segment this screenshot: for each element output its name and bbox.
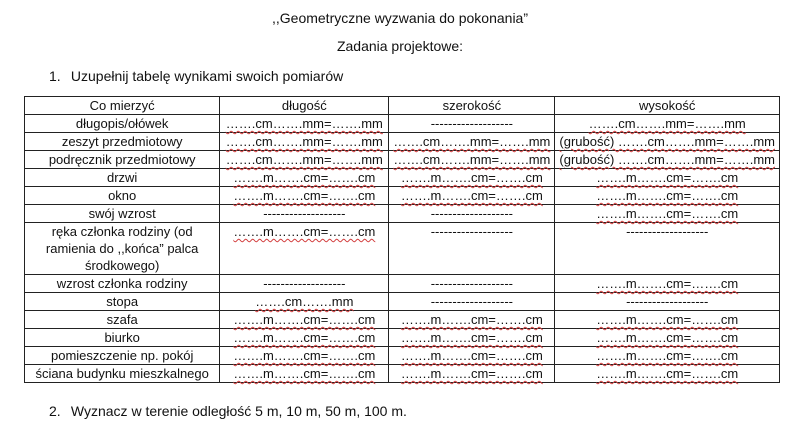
table-row xyxy=(25,311,780,329)
document-subtitle: Zadania projektowe: xyxy=(336,38,464,54)
table-row xyxy=(25,347,780,365)
row-item: ściana budynku mieszkalnego xyxy=(25,365,220,383)
length-cell[interactable]: …….m…….cm=…….cm xyxy=(220,169,389,187)
row-item: drzwi xyxy=(25,169,220,187)
row-item: biurko xyxy=(25,329,220,347)
length-cell[interactable]: …….cm…….mm=…….mm xyxy=(220,151,389,169)
length-cell[interactable]: …….m…….cm=…….cm xyxy=(220,347,389,365)
table-row xyxy=(25,187,780,205)
task-2 xyxy=(49,403,407,419)
length-cell: ------------------- xyxy=(220,205,389,223)
width-cell[interactable]: …….m…….cm=…….cm xyxy=(389,187,555,205)
height-cell: ------------------- xyxy=(555,223,780,275)
task-2-text: Wyznacz w terenie odległość 5 m, 10 m, 50 m, 100 m. xyxy=(70,403,407,419)
height-cell[interactable]: …….m…….cm=…….cm xyxy=(555,347,780,365)
task-1-text: Uzupełnij tabelę wynikami swoich pomiarów xyxy=(70,68,344,84)
table-row xyxy=(25,205,780,223)
length-cell: ------------------- xyxy=(220,275,389,293)
height-cell[interactable]: (grubość) …….cm…….mm=…….mm xyxy=(555,151,780,169)
row-item: swój wzrost xyxy=(25,205,220,223)
length-cell[interactable]: …….m…….cm=…….cm xyxy=(220,311,389,329)
height-cell: ------------------- xyxy=(555,293,780,311)
header-width: szerokość xyxy=(389,97,555,115)
measurement-table xyxy=(24,96,780,383)
table-row xyxy=(25,293,780,311)
width-cell[interactable]: …….m…….cm=…….cm xyxy=(389,329,555,347)
task-1-number: 1. xyxy=(49,68,61,84)
length-cell[interactable]: …….cm…….mm=…….mm xyxy=(220,115,389,133)
table-row xyxy=(25,365,780,383)
table-row xyxy=(25,115,780,133)
header-height: wysokość xyxy=(555,97,780,115)
width-cell[interactable]: …….cm…….mm=…….mm xyxy=(389,133,555,151)
height-cell[interactable]: …….cm…….mm=…….mm xyxy=(555,115,780,133)
table-row xyxy=(25,169,780,187)
header-what-to-measure: Co mierzyć xyxy=(25,97,220,115)
height-cell[interactable]: …….m…….cm=…….cm xyxy=(555,187,780,205)
row-item: długopis/ołówek xyxy=(25,115,220,133)
document-title: ,,Geometryczne wyzwania do pokonania” xyxy=(271,10,529,26)
height-cell[interactable]: …….m…….cm=…….cm xyxy=(555,275,780,293)
height-cell[interactable]: (grubość) …….cm…….mm=…….mm xyxy=(555,133,780,151)
row-item: okno xyxy=(25,187,220,205)
header-length: długość xyxy=(220,97,389,115)
width-cell[interactable]: …….m…….cm=…….cm xyxy=(389,169,555,187)
length-cell[interactable]: …….m…….cm=…….cm xyxy=(220,187,389,205)
width-cell: ------------------- xyxy=(389,205,555,223)
row-item: zeszyt przedmiotowy xyxy=(25,133,220,151)
width-cell[interactable]: …….m…….cm=…….cm xyxy=(389,365,555,383)
width-cell: ------------------- xyxy=(389,115,555,133)
table-row xyxy=(25,223,780,275)
length-cell[interactable]: …….cm…….mm xyxy=(220,293,389,311)
table-row xyxy=(25,151,780,169)
width-cell: ------------------- xyxy=(389,293,555,311)
width-cell[interactable]: …….m…….cm=…….cm xyxy=(389,347,555,365)
task-1 xyxy=(49,68,343,84)
height-cell[interactable]: …….m…….cm=…….cm xyxy=(555,365,780,383)
row-item: pomieszczenie np. pokój xyxy=(25,347,220,365)
width-cell: ------------------- xyxy=(389,223,555,275)
table-row xyxy=(25,275,780,293)
table-header-row xyxy=(25,97,780,115)
length-cell[interactable]: …….m…….cm=…….cm xyxy=(220,329,389,347)
width-cell: ------------------- xyxy=(389,275,555,293)
row-item: stopa xyxy=(25,293,220,311)
table-row xyxy=(25,329,780,347)
row-item: podręcznik przedmiotowy xyxy=(25,151,220,169)
height-cell[interactable]: …….m…….cm=…….cm xyxy=(555,329,780,347)
table-row xyxy=(25,133,780,151)
height-cell[interactable]: …….m…….cm=…….cm xyxy=(555,205,780,223)
row-item: ręka członka rodziny (od ramienia do ,,końca” palca środkowego) xyxy=(25,223,220,275)
length-cell[interactable]: …….m…….cm=…….cm xyxy=(220,365,389,383)
task-2-number: 2. xyxy=(49,403,61,419)
height-cell[interactable]: …….m…….cm=…….cm xyxy=(555,311,780,329)
width-cell[interactable]: …….cm…….mm=…….mm xyxy=(389,151,555,169)
length-cell[interactable]: …….m…….cm=…….cm xyxy=(220,223,389,275)
length-cell[interactable]: …….cm…….mm=…….mm xyxy=(220,133,389,151)
height-cell[interactable]: …….m…….cm=…….cm xyxy=(555,169,780,187)
width-cell[interactable]: …….m…….cm=…….cm xyxy=(389,311,555,329)
row-item: wzrost członka rodziny xyxy=(25,275,220,293)
row-item: szafa xyxy=(25,311,220,329)
